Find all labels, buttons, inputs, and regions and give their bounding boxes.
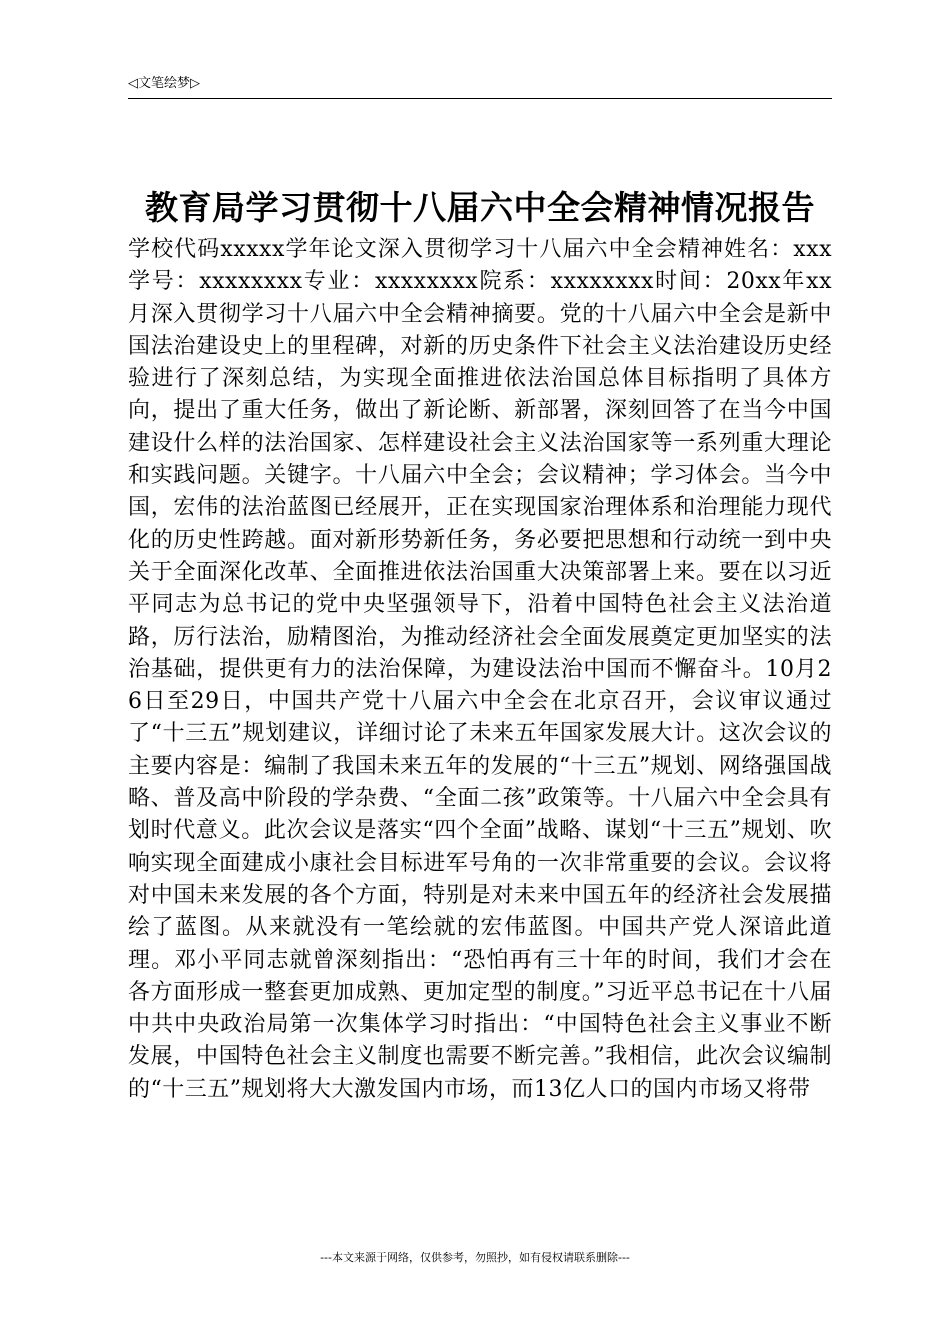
document-body: 学校代码xxxxx学年论文深入贯彻学习十八届六中全会精神姓名：xxx学号：xxxxxxxx专业：xxxxxxxx院系：xxxxxxxx时间：20xx年xx月深入贯彻学习十八届六中全会精神摘要。党的十八届六中全会是新中国法治建设史上的里程碑，对新的历史条件下社会主义法治建设历史经验进行了深刻总结，为实现全面推进依法治国总体目标指明了具体方向，提出了重大任务，做出了新论断、新部署，深刻回答了在当今中国建设什么样的法治国家、怎样建设社会主义法治国家等一系列重大理论和实践问题。关键字。十八届六中全会；会议精神；学习体会。当今中国，宏伟的法治蓝图已经展开，正在实现国家治理体系和治理能力现代化的历史性跨越。面对新形势新任务，务必要把思想和行动统一到中央关于全面深化改革、全面推进依法治国重大决策部署上来。要在以习近平同志为总书记的党中央坚强领导下，沿着中国特色社会主义法治道路，厉行法治，励精图治，为推动经济社会全面发展奠定更加坚实的法治基础，提供更有力的法治保障，为建设法治中国而不懈奋斗。10月26日至29日，中国共产党十八届六中全会在北京召开，会议审议通过了“十三五”规划建议，详细讨论了未来五年国家发展大计。这次会议的主要内容是：编制了我国未来五年的发展的“十三五”规划、网络强国战略、普及高中阶段的学杂费、“全面二孩”政策等。十八届六中全会具有划时代意义。此次会议是落实“四个全面”战略、谋划“十三五”规划、吹响实现全面建成小康社会目标进军号角的一次非常重要的会议。会议将对中国未来发展的各个方面，特别是对未来中国五年的经济社会发展描绘了蓝图。从来就没有一笔绘就的宏伟蓝图。中国共产党人深谙此道理。邓小平同志就曾深刻指出：“恐怕再有三十年的时间，我们才会在各方面形成一整套更加成熟、更加定型的制度。”习近平总书记在十八届中共中央政治局第一次集体学习时指出：“中国特色社会主义事业不断发展，中国特色社会主义制度也需要不断完善。”我相信，此次会议编制的“十三五”规划将大大激发国内市场，而13亿人口的国内市场又将带: [128, 237, 832, 1102]
header-brand: ◁文笔绘梦▷: [128, 76, 200, 91]
document-title: 教育局学习贯彻十八届六中全会精神情况报告: [145, 188, 815, 227]
page-footer: ---本文来源于网络，仅供参考，勿照抄，如有侵权请联系删除---: [320, 1251, 630, 1264]
page-header: [128, 74, 832, 99]
